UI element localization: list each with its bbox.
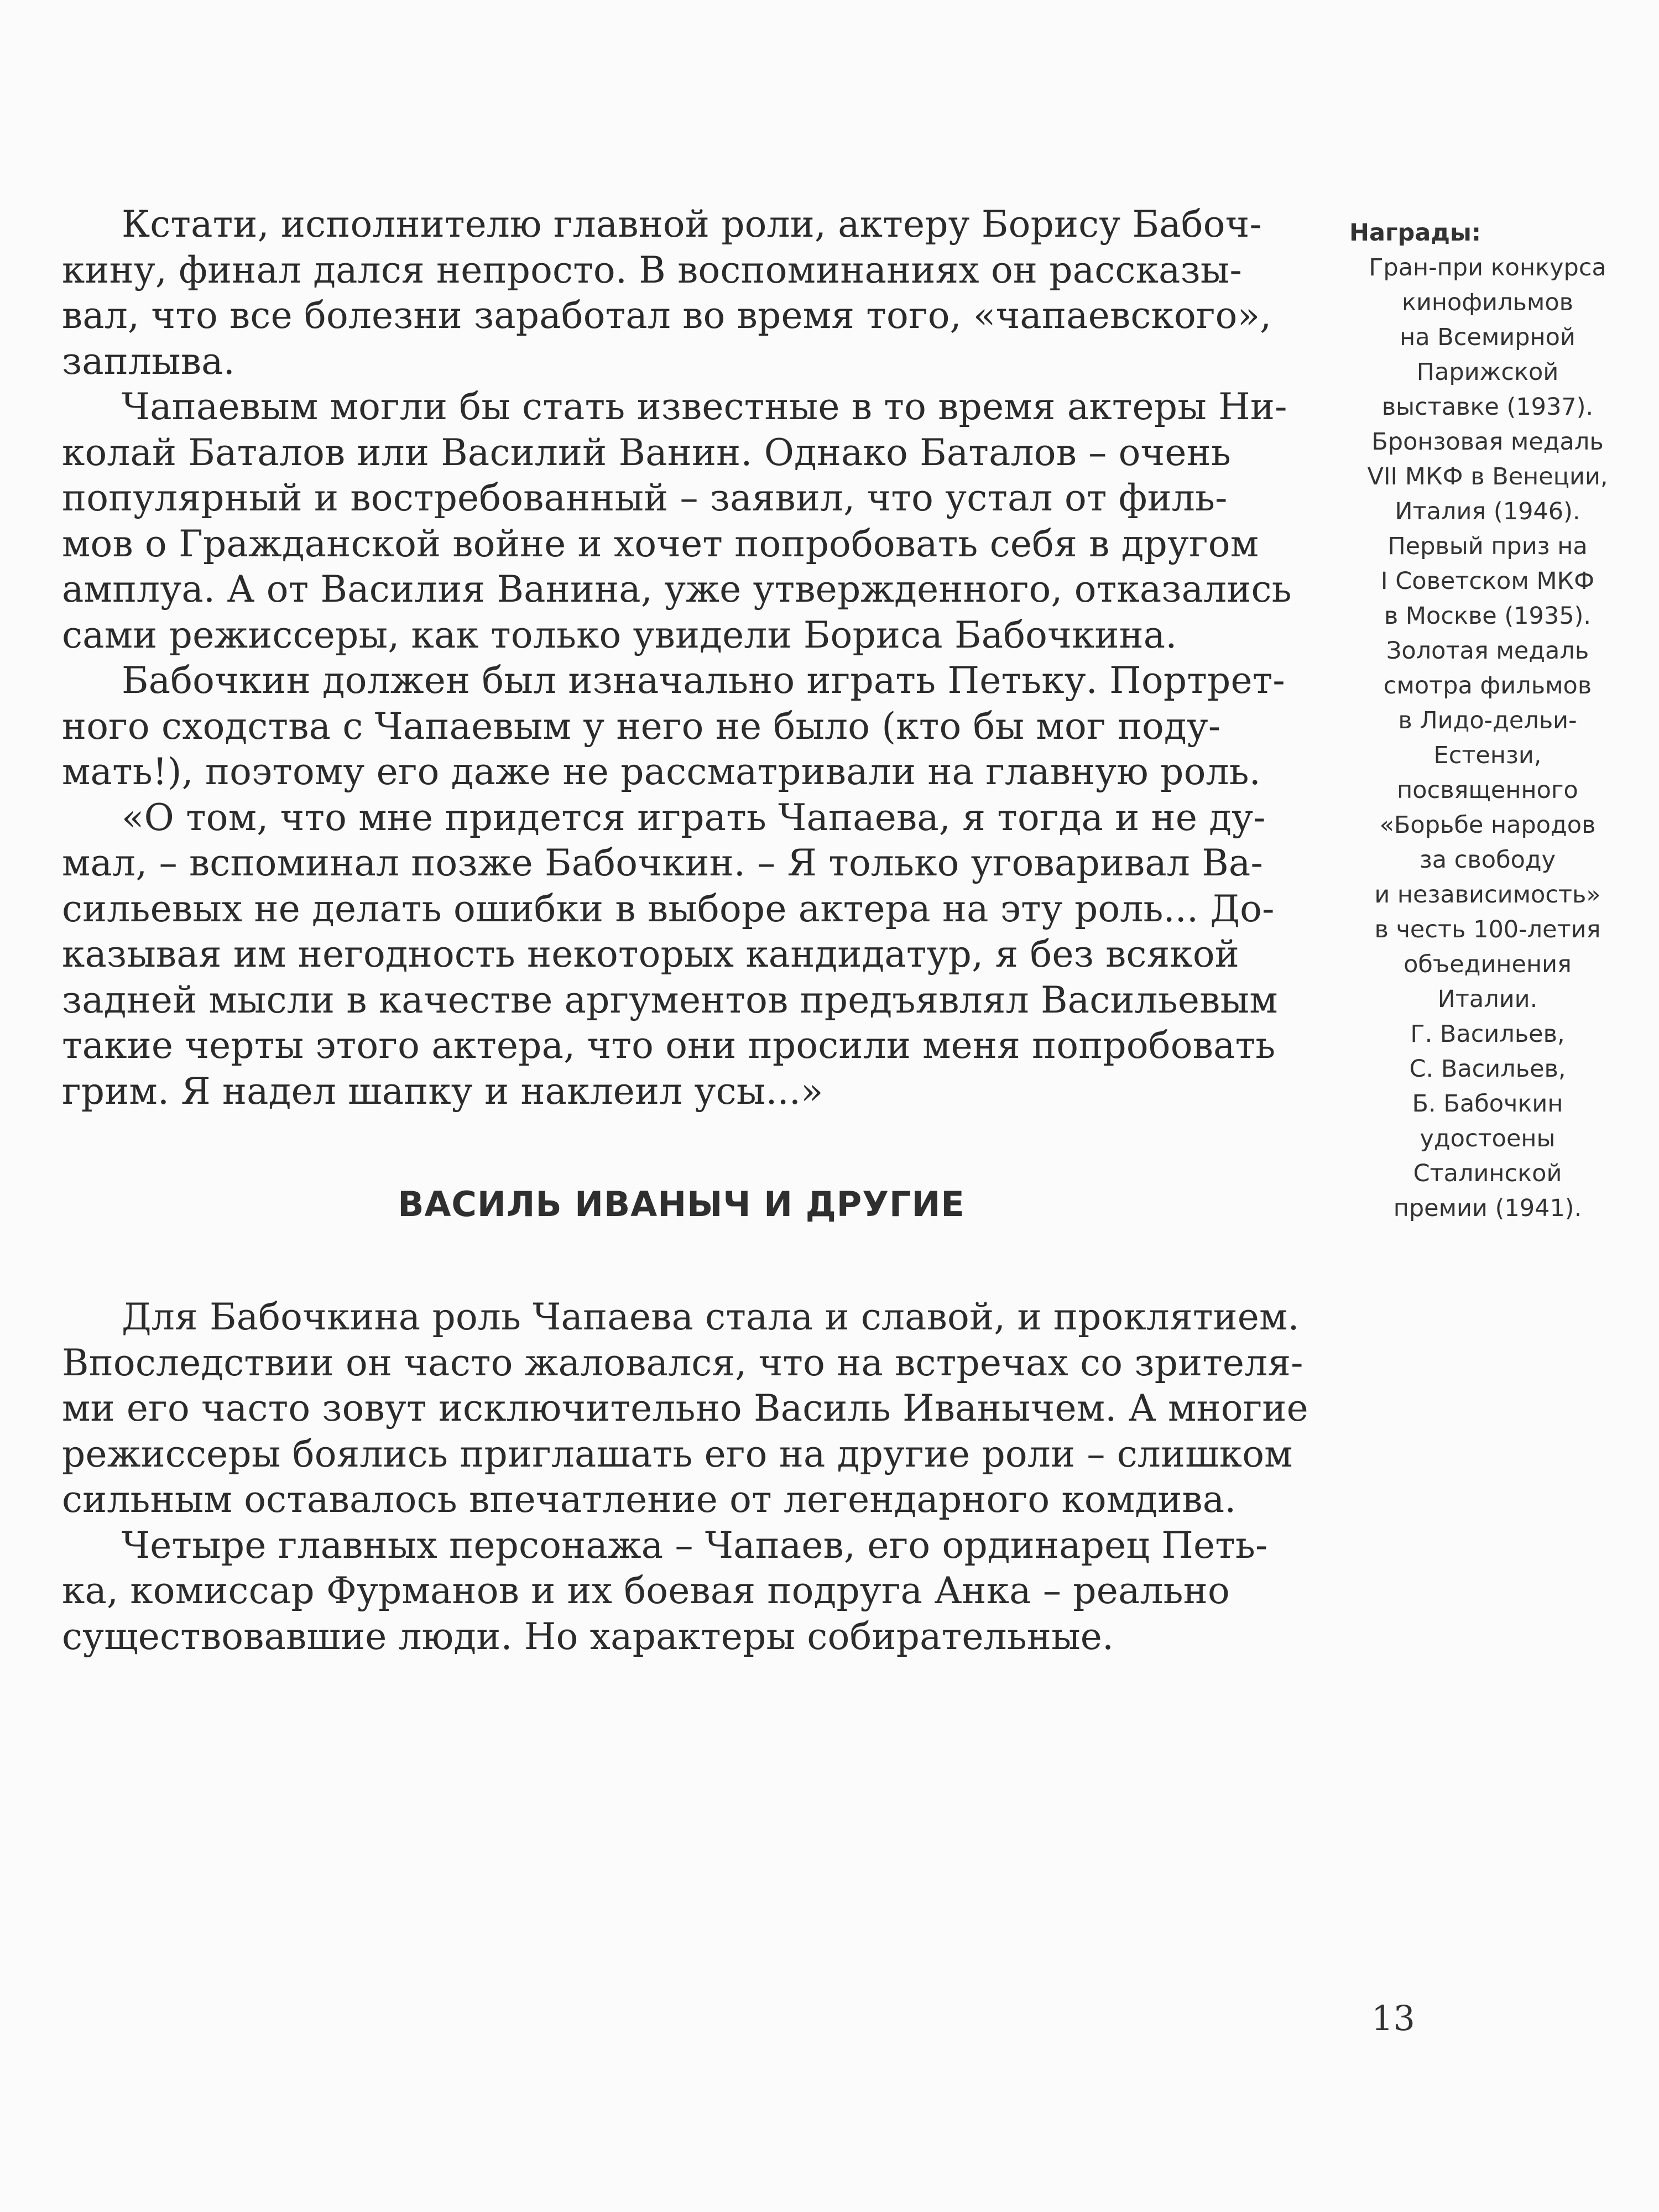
sidebar-line: удостоены xyxy=(1420,1125,1556,1152)
sidebar-line: посвященного xyxy=(1397,776,1578,804)
text-line: режиссеры боялись приглашать его на другие роли – слишком xyxy=(62,1432,1293,1475)
sidebar-line: в Москве (1935). xyxy=(1384,602,1592,630)
sidebar-line: С. Васильев, xyxy=(1409,1055,1566,1083)
text-line: колай Баталов или Василий Ванин. Однако Баталов – очень xyxy=(62,431,1231,474)
sidebar-line: кинофильмов xyxy=(1402,289,1573,316)
paragraph-2 xyxy=(62,384,1301,658)
text-line: ного сходства с Чапаевым у него не было (кто бы мог поду- xyxy=(62,705,1221,748)
sidebar-line: Б. Бабочкин xyxy=(1412,1090,1563,1118)
paragraph-3 xyxy=(62,658,1301,795)
sidebar-line: объединения xyxy=(1404,951,1572,978)
text-line: Чапаевым могли бы стать известные в то время актеры Ни- xyxy=(122,385,1287,428)
text-line: ка, комиссар Фурманов и их боевая подруга Анка – реально xyxy=(62,1569,1230,1612)
text-line: такие черты этого актера, что они просили меня попробовать xyxy=(62,1024,1276,1067)
sidebar-line: I Советском МКФ xyxy=(1380,567,1595,595)
text-line: задней мысли в качестве аргументов предъявлял Васильевым xyxy=(62,978,1278,1021)
text-line: заплыва. xyxy=(62,340,235,383)
awards-sidebar xyxy=(1349,216,1626,1226)
page-number: 13 xyxy=(1371,1998,1415,2038)
sidebar-line: выставке (1937). xyxy=(1381,393,1594,421)
sidebar-line: Первый приз на xyxy=(1387,533,1588,560)
text-line: Четыре главных персонажа – Чапаев, его ординарец Петь- xyxy=(122,1524,1268,1567)
sidebar-line: VII МКФ в Венеции, xyxy=(1367,463,1608,491)
paragraph-1 xyxy=(62,202,1301,384)
paragraph-6 xyxy=(62,1523,1301,1660)
sidebar-line: Естензи, xyxy=(1433,742,1542,769)
text-line: грим. Я надел шапку и наклеил усы...» xyxy=(62,1070,823,1113)
text-line: мов о Гражданской войне и хочет попробовать себя в другом xyxy=(62,522,1259,565)
text-line: ми его часто зовут исключительно Василь Иванычем. А многие xyxy=(62,1387,1308,1430)
text-line: вал, что все болезни заработал во время того, «чапаевского», xyxy=(62,294,1272,337)
section-heading: ВАСИЛЬ ИВАНЫЧ И ДРУГИЕ xyxy=(398,1184,965,1224)
text-line: популярный и востребованный – заявил, что устал от филь- xyxy=(62,477,1228,519)
paragraph-4-quote xyxy=(62,795,1301,1115)
sidebar-line: Парижской xyxy=(1416,358,1559,386)
text-line: амплуа. А от Василия Ванина, уже утвержденного, отказались xyxy=(62,568,1292,611)
main-text-column xyxy=(62,202,1308,1660)
sidebar-line: премии (1941). xyxy=(1393,1194,1582,1222)
text-line: Для Бабочкина роль Чапаева стала и славой, и проклятием. xyxy=(122,1296,1300,1338)
text-line: сами режиссеры, как только увидели Бориса Бабочкина. xyxy=(62,613,1177,656)
text-line: Бабочкин должен был изначально играть Петьку. Портрет- xyxy=(122,659,1285,702)
sidebar-line: на Всемирной xyxy=(1400,324,1575,351)
text-line: Впоследствии он часто жаловался, что на встречах со зрителя- xyxy=(62,1341,1303,1384)
awards-title: Награды: xyxy=(1349,219,1481,247)
text-line: существовавшие люди. Но характеры собирательные. xyxy=(62,1615,1114,1658)
sidebar-line: Бронзовая медаль xyxy=(1371,428,1604,456)
sidebar-line: Италия (1946). xyxy=(1395,498,1580,525)
text-line: «О том, что мне придется играть Чапаева, я тогда и не ду- xyxy=(122,796,1266,839)
sidebar-line: «Борьбе народов xyxy=(1379,811,1596,839)
text-line: сильевых не делать ошибки в выборе актера на эту роль... До- xyxy=(62,887,1275,930)
sidebar-line: Золотая медаль xyxy=(1386,637,1589,665)
sidebar-line: смотра фильмов xyxy=(1383,672,1592,700)
sidebar-line: и независимость» xyxy=(1374,881,1601,909)
text-line: сильным оставалось впечатление от легендарного комдива. xyxy=(62,1478,1237,1521)
sidebar-line: в Лидо-дельи- xyxy=(1398,707,1577,734)
text-line: мал, – вспоминал позже Бабочкин. – Я только уговаривал Ва- xyxy=(62,842,1263,884)
text-line: казывая им негодность некоторых кандидатур, я без всякой xyxy=(62,933,1240,975)
sidebar-line: Гран-при конкурса xyxy=(1369,254,1606,281)
sidebar-line: за свободу xyxy=(1419,846,1556,874)
text-line: кину, финал дался непросто. В воспоминаниях он рассказы- xyxy=(62,248,1242,291)
paragraph-5 xyxy=(62,1295,1308,1523)
text-line: мать!), поэтому его даже не рассматривали на главную роль. xyxy=(62,750,1261,793)
text-line: Кстати, исполнителю главной роли, актеру Борису Бабоч- xyxy=(122,203,1262,246)
sidebar-line: Италии. xyxy=(1437,985,1538,1013)
sidebar-line: Сталинской xyxy=(1413,1160,1562,1187)
sidebar-line: в честь 100-летия xyxy=(1374,916,1601,943)
sidebar-line: Г. Васильев, xyxy=(1410,1020,1565,1048)
